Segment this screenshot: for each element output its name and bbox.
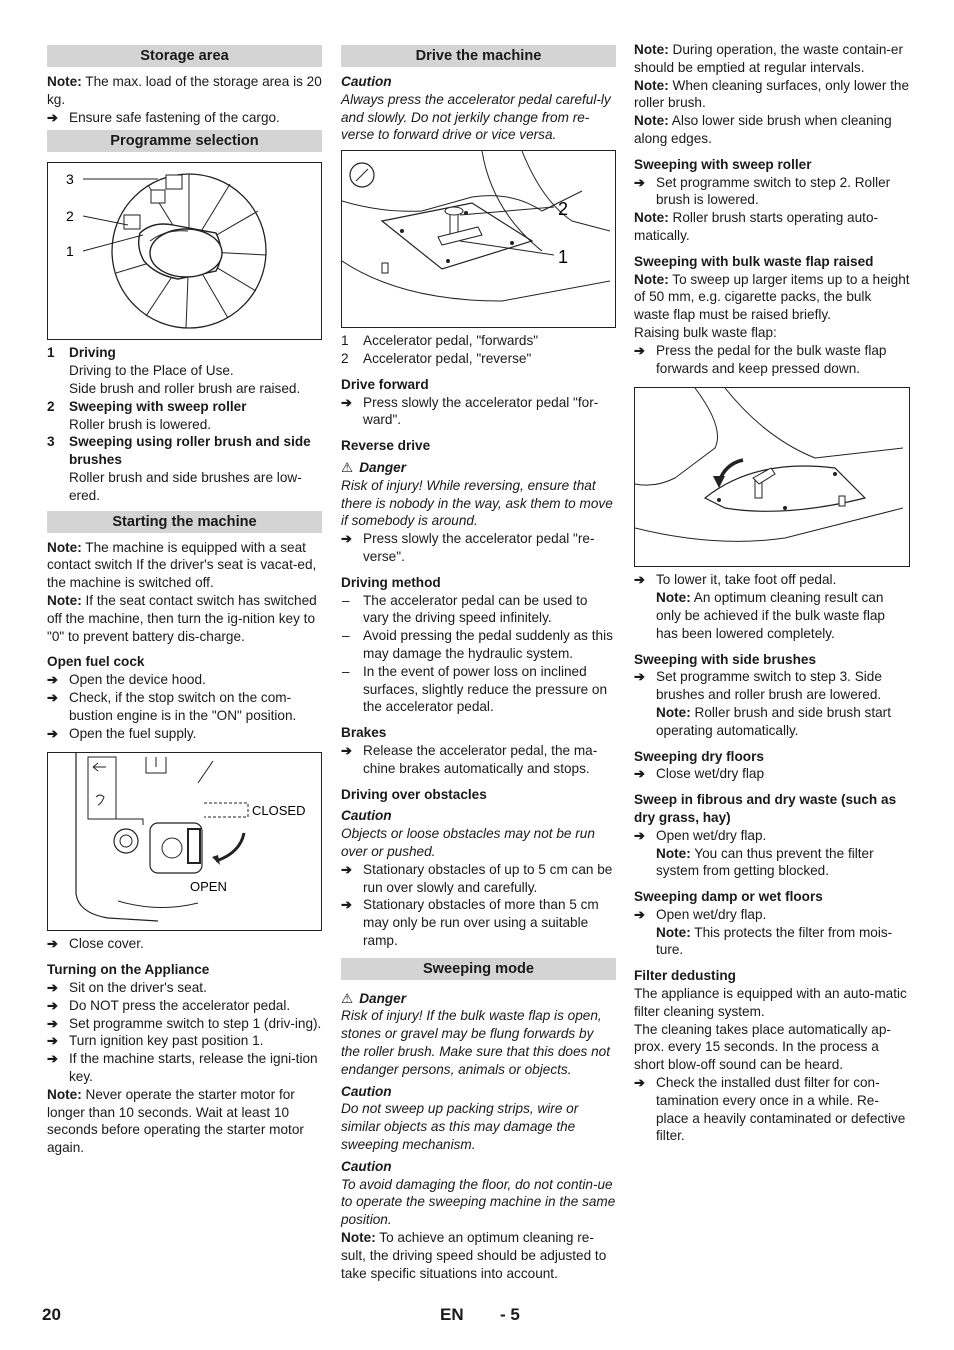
filter-text-1: The appliance is equipped with an auto-matic filter cleaning system. — [634, 986, 907, 1019]
lower-step: ➔ To lower it, take foot off pedal. — [634, 571, 910, 589]
dry-step: ➔ Close wet/dry flap — [634, 765, 910, 783]
pedal-label-2: 2 — [558, 199, 569, 220]
filter-text-2: The cleaning takes place automatically ap-prox. every 15 seconds. In the process a short blow-off sound can be heard. — [634, 1021, 891, 1073]
dial-label-3: 3 — [66, 171, 74, 188]
fuel-cock-illustration — [48, 753, 316, 930]
language-code: EN — [440, 1305, 464, 1324]
damp-title: Sweeping damp or wet floors — [634, 889, 823, 905]
damp-step: ➔ Open wet/dry flap. — [634, 906, 910, 924]
turnon-step-5: ➔ If the machine starts, release the igni-tion key. — [47, 1050, 322, 1086]
damp-note: Note: This protects the filter from mois-ture. — [656, 924, 893, 958]
roller-title: Sweeping with sweep roller — [634, 156, 812, 172]
page-number: 20 — [42, 1305, 61, 1324]
rev-step: ➔ Press slowly the accelerator pedal "re-verse". — [341, 530, 616, 566]
prog-item-1-text1: Driving to the Place of Use. — [69, 363, 234, 379]
start-note-1: Note: The machine is equipped with a seat contact switch If the driver's seat is vacat-ed, the machine is switched off. — [47, 539, 317, 591]
obst-caution-text: Objects or loose obstacles may not be run over or pushed. — [341, 826, 595, 859]
fuel-cock-figure — [47, 752, 322, 931]
obst-title: Driving over obstacles — [341, 786, 487, 802]
fuel-label-closed: CLOSED — [252, 803, 306, 819]
column-right — [634, 41, 910, 1145]
fibrous-note: Note: You can thus prevent the filter system from getting blocked. — [656, 845, 874, 879]
fwd-title: Drive forward — [341, 376, 429, 392]
sweep-danger-text: Risk of injury! If the bulk waste flap is open, stones or gravel may be flung forwards by the roller brush. Make sure that this does not endanger persons, animals or objects. — [341, 1008, 610, 1077]
prog-item-3-text: Roller brush and side brushes are low-ered. — [69, 469, 302, 503]
brakes-step: ➔ Release the accelerator pedal, the ma-chine brakes automatically and stops. — [341, 742, 616, 778]
sweep-note: Note: To achieve an optimum cleaning re-sult, the driving speed should be adjusted to take specific situations into account. — [341, 1230, 607, 1281]
fwd-step: ➔ Press slowly the accelerator pedal "for-ward". — [341, 394, 616, 430]
fuel-step-1: ➔ Open the device hood. — [47, 671, 322, 689]
caution-label-2: Caution — [341, 808, 392, 824]
fuel-step-3: ➔ Open the fuel supply. — [47, 725, 322, 743]
close-cover-step: ➔ Close cover. — [47, 935, 322, 953]
turnon-note: Note: Never operate the starter motor for longer than 10 seconds. Wait at least 10 seconds before operating the starter motor again. — [47, 1086, 304, 1156]
turnon-step-4: ➔ Turn ignition key past position 1. — [47, 1032, 322, 1050]
caution-text-4: To avoid damaging the floor, do not contin-ue to operate the sweeping machine in the same position. — [341, 1176, 616, 1228]
prog-item-2: 2 Sweeping with sweep roller — [47, 398, 247, 414]
danger-block-2: ⚠ Danger — [341, 990, 407, 1006]
dial-label-1: 1 — [66, 243, 74, 260]
caution-text-1: Always press the accelerator pedal careful-ly and slowly. Do not jerkily change from re-verse to forward drive or vice versa. — [341, 91, 611, 143]
flap-pedal-figure — [634, 387, 910, 567]
prog-item-1: 1 Driving — [47, 345, 116, 361]
fuel-step-2: ➔ Check, if the stop switch on the com-bustion engine is in the "ON" position. — [47, 689, 322, 725]
roller-step: ➔ Set programme switch to step 2. Roller brush is lowered. — [634, 174, 910, 210]
filter-title: Filter dedusting — [634, 968, 736, 984]
side-note: Note: Roller brush and side brush start operating automatically. — [656, 704, 891, 738]
prog-item-3: 3 Sweeping using roller brush and side brushes — [47, 434, 311, 468]
dial-label-2: 2 — [66, 208, 74, 225]
note-a: Note: During operation, the waste contain-er should be emptied at regular intervals. — [634, 42, 903, 75]
fuel-title: Open fuel cock — [47, 654, 145, 670]
storage-step: ➔ Ensure safe fastening of the cargo. — [47, 109, 322, 127]
lower-note: Note: An optimum cleaning result can only be achieved if the bulk waste flap has been lowered completely. — [656, 590, 885, 641]
caution-text-3: Do not sweep up packing strips, wire or similar objects as this may damage the sweeping mechanism. — [341, 1101, 579, 1153]
note-c: Note: Also lower side brush when cleaning along edges. — [634, 113, 892, 146]
method-item-2: – Avoid pressing the pedal suddenly as this may damage the hydraulic system. — [341, 627, 616, 663]
obst-step-2: ➔ Stationary obstacles of more than 5 cm may only be run over using a suitable ramp. — [341, 896, 616, 949]
section-header-sweeping: Sweeping mode — [341, 958, 616, 980]
side-step: ➔ Set programme switch to step 3. Side brushes and roller brush are lowered. — [634, 668, 910, 704]
rev-title: Reverse drive — [341, 438, 431, 454]
fibrous-title: Sweep in fibrous and dry waste (such as dry grass, hay) — [634, 792, 897, 825]
roller-note: Note: Roller brush starts operating auto-matically. — [634, 210, 879, 243]
note-b: Note: When cleaning surfaces, only lower the roller brush. — [634, 77, 910, 111]
caution-label-1: Caution — [341, 74, 392, 89]
flap-pedal-illustration — [635, 388, 903, 566]
brakes-title: Brakes — [341, 725, 387, 741]
fibrous-step: ➔ Open wet/dry flap. — [634, 827, 910, 845]
danger-block-1: ⚠ Danger — [341, 459, 407, 475]
programme-dial-illustration — [48, 163, 316, 339]
rev-danger-text: Risk of injury! While reversing, ensure that there is nobody in the way, ask them to move if somebody is around. — [341, 477, 613, 529]
pedal-caption-1: 1 Accelerator pedal, "forwards" — [341, 333, 539, 349]
prog-item-2-text: Roller brush is lowered. — [69, 416, 212, 432]
side-title: Sweeping with side brushes — [634, 651, 817, 667]
warning-triangle-icon: ⚠ — [341, 459, 354, 475]
column-left — [47, 45, 322, 1157]
storage-note: Note: The max. load of the storage area is 20 kg. — [47, 74, 322, 107]
section-header-starting: Starting the machine — [47, 511, 322, 533]
start-note-2: Note: If the seat contact switch has switched off the machine, then turn the ig-nition key to "0" to prevent battery dis-charge. — [47, 592, 317, 644]
pedal-figure — [341, 150, 616, 328]
caution-label-3: Caution — [341, 1083, 392, 1099]
dry-title: Sweeping dry floors — [634, 748, 764, 764]
flap-title: Sweeping with bulk waste flap raised — [634, 253, 874, 269]
column-middle — [341, 45, 616, 1282]
method-title: Driving method — [341, 574, 441, 590]
turnon-title: Turning on the Appliance — [47, 962, 210, 978]
pedal-illustration — [342, 151, 610, 327]
section-header-drive: Drive the machine — [341, 45, 616, 67]
flap-raising: Raising bulk waste flap: — [634, 324, 777, 340]
fuel-label-open: OPEN — [190, 879, 227, 895]
programme-dial-figure — [47, 162, 322, 340]
section-header-programme: Programme selection — [47, 130, 322, 152]
flap-note: Note: To sweep up larger items up to a height of 50 mm, e.g. cigarette packs, the bulk waste flap must be raised briefly. — [634, 271, 910, 323]
pedal-label-1: 1 — [558, 247, 569, 268]
prog-item-1-text2: Side brush and roller brush are raised. — [69, 380, 301, 396]
section-header-storage: Storage area — [47, 45, 322, 67]
sub-page-number: - 5 — [500, 1305, 520, 1324]
caution-label-4: Caution — [341, 1158, 392, 1174]
flap-step: ➔ Press the pedal for the bulk waste flap forwards and keep pressed down. — [634, 342, 910, 378]
pedal-caption-2: 2 Accelerator pedal, "reverse" — [341, 350, 532, 366]
method-item-3: – In the event of power loss on inclined surfaces, slightly reduce the pressure on the accelerator pedal. — [341, 663, 616, 716]
warning-triangle-icon: ⚠ — [341, 990, 354, 1006]
turnon-step-3: ➔ Set programme switch to step 1 (driv-ing). — [47, 1015, 322, 1033]
filter-step: ➔ Check the installed dust filter for con-tamination every once in a while. Re-place a heavily contaminated or defective filter. — [634, 1074, 910, 1145]
turnon-step-2: ➔ Do NOT press the accelerator pedal. — [47, 997, 322, 1015]
turnon-step-1: ➔ Sit on the driver's seat. — [47, 979, 322, 997]
obst-step-1: ➔ Stationary obstacles of up to 5 cm can be run over slowly and carefully. — [341, 861, 616, 897]
method-item-1: – The accelerator pedal can be used to vary the driving speed infinitely. — [341, 592, 616, 628]
